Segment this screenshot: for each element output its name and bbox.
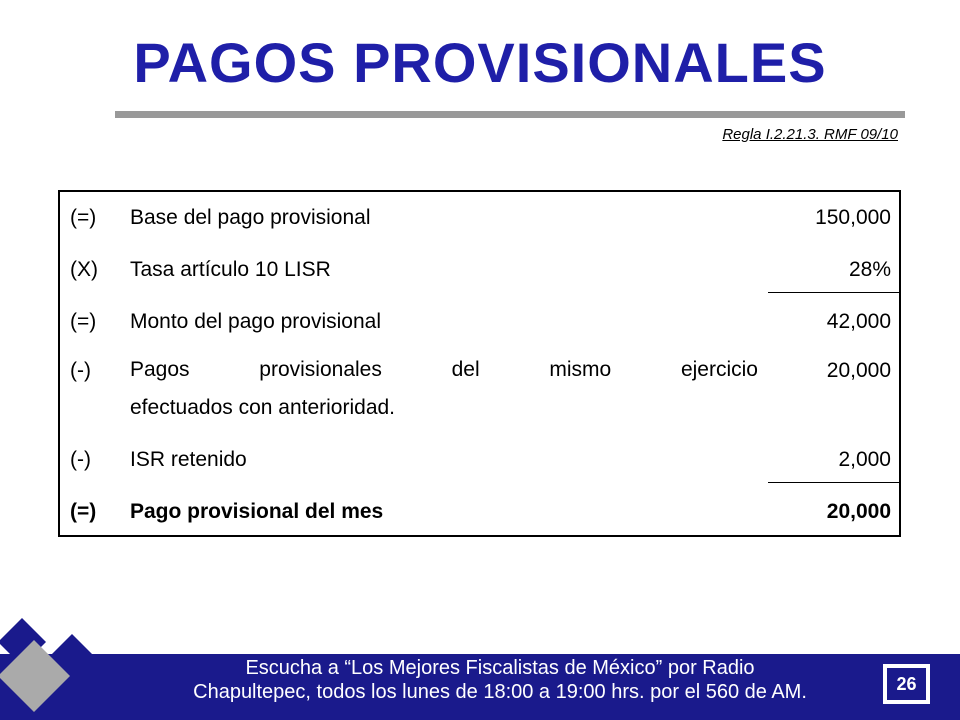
row-description [130,351,758,427]
operator: (=) [70,206,97,229]
row-amount: 20,000 [826,359,891,382]
row-amount: 150,000 [815,206,891,229]
footer-line-1: Escucha a “Los Mejores Fiscalistas de México” por Radio [245,657,755,679]
row-description: Pago provisional del mes [130,500,384,523]
calculation-table [58,190,901,537]
row-description-line1: Pagos provisionales del mismo ejercicio [130,358,758,381]
row-amount: 2,000 [838,448,891,471]
rule-reference: Regla I.2.21.3. RMF 09/10 [722,126,898,143]
operator: (-) [70,359,91,382]
operator: (-) [70,448,91,471]
row-description-line2: efectuados con anterioridad. [130,396,396,419]
page-number-badge [883,664,930,704]
operator: (=) [70,500,97,523]
footer-line-2: Chapultepec, todos los lunes de 18:00 a 19:00 hrs. por el 560 de AM. [193,681,807,703]
row-amount: 42,000 [826,310,891,333]
total-line [768,482,901,483]
title-divider [115,111,905,118]
operator: (=) [70,310,97,333]
subtotal-line [768,292,901,293]
row-amount: 28% [848,258,891,281]
page-title: PAGOS PROVISIONALES [133,31,827,94]
page-number: 26 [887,668,926,700]
row-description: ISR retenido [130,448,247,471]
footer-text [0,656,960,704]
operator: (X) [70,258,98,281]
row-description: Base del pago provisional [130,206,371,229]
row-amount: 20,000 [826,500,891,523]
row-description: Tasa artículo 10 LISR [130,258,331,281]
row-description: Monto del pago provisional [130,310,381,333]
